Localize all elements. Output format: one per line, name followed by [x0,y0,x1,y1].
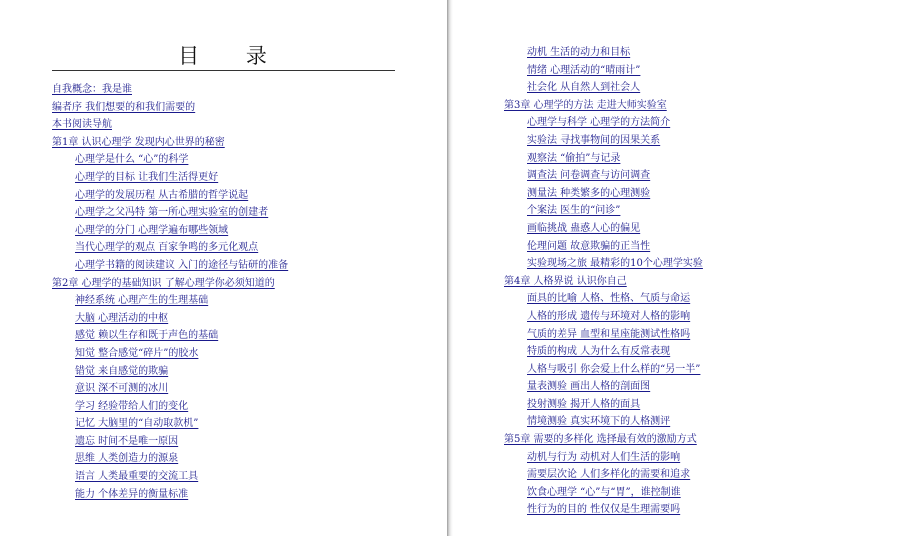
toc-section-link[interactable]: 性行为的目的 性仅仅是生理需要吗 [527,504,681,516]
toc-section-link[interactable]: 遗忘 时间不是唯一原因 [75,435,179,447]
toc-section-link[interactable]: 心理学的分门 心理学遍布哪些领域 [75,224,229,236]
toc-section-link[interactable]: 动机 生活的动力和目标 [527,47,631,58]
toc-section-link[interactable]: 思维 人类创造力的源泉 [75,453,179,465]
toc-section-link[interactable]: 测量法 种类繁多的心理测验 [527,187,651,199]
toc-section-link[interactable]: 语言 人类最重要的交流工具 [75,471,199,483]
toc-section-link[interactable]: 实验现场之旅 最精彩的10个心理学实验 [527,258,703,270]
toc-chapter-link[interactable]: 编者序 我们想要的和我们需要的 [52,101,196,113]
toc-section-link[interactable]: 投射测验 揭开人格的面具 [527,398,641,410]
toc-chapter-link[interactable]: 第3章 心理学的方法 走进大师实验室 [504,99,667,111]
toc-chapter-link[interactable]: 第5章 需要的多样化 选择最有效的激励方式 [504,434,697,446]
toc-section-link[interactable]: 伦理问题 故意欺骗的正当性 [527,240,651,252]
toc-section-link[interactable]: 神经系统 心理产生的生理基础 [75,295,209,307]
toc-section-link[interactable]: 记忆 大脑里的“自动取款机” [75,418,199,430]
title-rule [52,70,395,71]
toc-chapter-link[interactable]: 第2章 心理学的基础知识 了解心理学你必须知道的 [52,277,275,289]
toc-chapter-link[interactable]: 本书阅读导航 [52,119,112,131]
toc-section-link[interactable]: 人格的形成 遗传与环境对人格的影响 [527,310,691,322]
toc-section-link[interactable]: 错觉 来自感觉的欺骗 [75,365,169,377]
toc-chapter-link[interactable]: 自我概念：我是谁 [52,84,132,95]
toc-title: 目 录 [178,44,287,68]
toc-section-link[interactable]: 心理学的发展历程 从古希腊的哲学说起 [75,189,249,201]
toc-section-link[interactable]: 实验法 寻找事物间的因果关系 [527,134,661,146]
toc-section-link[interactable]: 能力 个体差异的衡量标准 [75,488,189,500]
toc-section-link[interactable]: 意识 深不可测的冰川 [75,383,169,395]
toc-section-link[interactable]: 特质的构成 人为什么有反常表现 [527,346,671,358]
toc-section-link[interactable]: 学习 经验带给人们的变化 [75,400,189,412]
toc-section-link[interactable]: 调查法 问卷调查与访问调查 [527,170,651,182]
toc-section-link[interactable]: 饮食心理学 “心”与“胃”，谁控制谁 [527,486,681,498]
toc-section-link[interactable]: 量表测验 画出人格的剖面图 [527,381,651,393]
toc-chapter-link[interactable]: 第4章 人格界说 认识你自己 [504,275,627,287]
toc-section-link[interactable]: 心理学之父冯特 第一所心理实验室的创建者 [75,207,269,219]
toc-section-link[interactable]: 画临挑战 蛊惑人心的偏见 [527,222,641,234]
toc-section-link[interactable]: 情绪 心理活动的“晴雨计” [527,64,641,76]
toc-section-link[interactable]: 社会化 从自然人到社会人 [527,82,641,94]
toc-section-link[interactable]: 心理学书籍的阅读建议 入门的途径与钻研的准备 [75,259,289,271]
toc-section-link[interactable]: 心理学的目标 让我们生活得更好 [75,171,219,183]
toc-section-link[interactable]: 情境测验 真实环境下的人格测评 [527,416,671,428]
toc-section-link[interactable]: 需要层次论 人们多样化的需要和追求 [527,469,691,481]
toc-chapter-link[interactable]: 第1章 认识心理学 发现内心世界的秘密 [52,136,225,148]
toc-section-link[interactable]: 心理学是什么 “心”的科学 [75,154,189,166]
toc-list-left [52,81,288,503]
toc-section-link[interactable]: 感觉 赖以生存和既于声色的基础 [75,330,219,342]
toc-section-link[interactable]: 知觉 整合感觉“碎片”的胶水 [75,347,199,359]
toc-section-link[interactable]: 人格与吸引 你会爱上什么样的“另一半” [527,363,701,375]
toc-list-right [504,44,703,519]
toc-section-link[interactable]: 当代心理学的观点 百家争鸣的多元化观点 [75,242,259,254]
toc-section-link[interactable]: 个案法 医生的“问诊” [527,205,621,217]
toc-section-link[interactable]: 大脑 心理活动的中枢 [75,312,169,324]
toc-section-link[interactable]: 心理学与科学 心理学的方法简介 [527,117,671,129]
toc-section-link[interactable]: 观察法 “偷拍”与记录 [527,152,621,164]
toc-section-link[interactable]: 面具的比喻 人格、性格、气质与命运 [527,293,691,305]
toc-section-link[interactable]: 动机与行为 动机对人们生活的影响 [527,451,681,463]
toc-section-link[interactable]: 气质的差异 血型和星座能测试性格吗 [527,328,691,340]
